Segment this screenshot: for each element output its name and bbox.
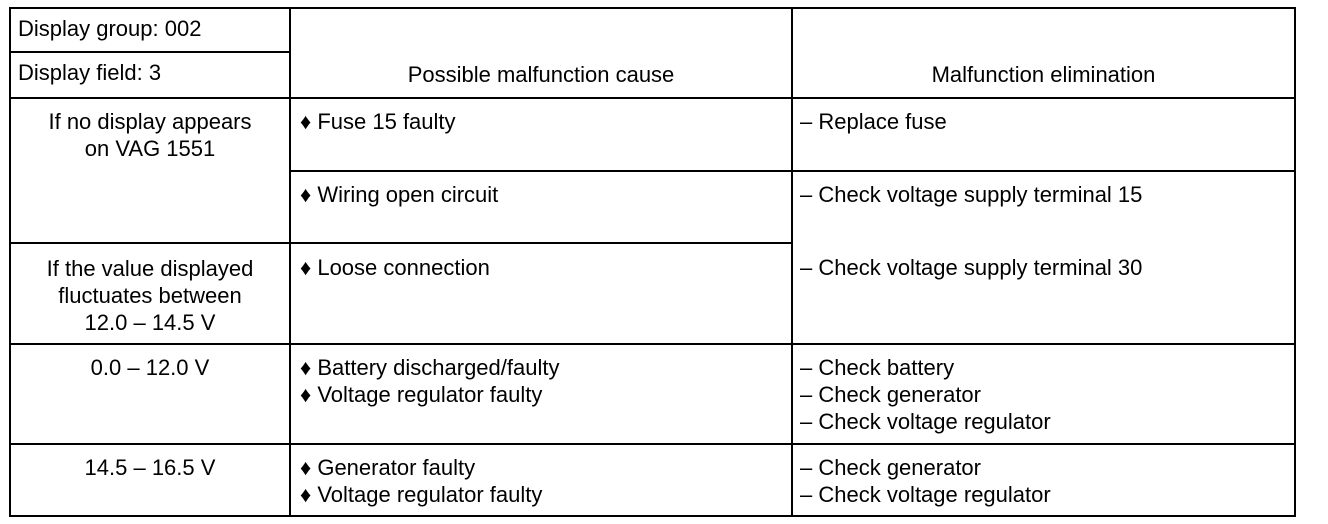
- table-border-right: [1294, 7, 1296, 517]
- remedy-item: – Check voltage regulator: [800, 409, 1051, 434]
- condition-line: If no display appears: [48, 109, 252, 134]
- cause-item: ♦ Voltage regulator faulty: [300, 382, 543, 407]
- remedy-item: – Check generator: [800, 382, 981, 407]
- remedy-cell: [800, 181, 1142, 208]
- cause-item: ♦ Wiring open circuit: [300, 182, 499, 207]
- cause-cell: [300, 181, 498, 208]
- cause-item: ♦ Fuse 15 faulty: [300, 109, 456, 134]
- remedy-item: – Check voltage regulator: [800, 482, 1051, 507]
- row-divider: [9, 443, 1296, 445]
- condition-cell: [11, 255, 289, 336]
- remedy-item: – Check voltage supply terminal 15: [800, 182, 1143, 207]
- cause-item: ♦ Loose connection: [300, 255, 490, 280]
- table-border-bottom: [9, 515, 1296, 517]
- cause-item: ♦ Generator faulty: [300, 455, 476, 480]
- display-group-label: Display group: 002: [18, 16, 202, 41]
- remedy-item: – Replace fuse: [800, 109, 947, 134]
- remedy-cell: [800, 454, 1051, 508]
- remedy-item: – Check battery: [800, 355, 955, 380]
- condition-line: 12.0 – 14.5 V: [84, 310, 216, 335]
- cause-item: ♦ Voltage regulator faulty: [300, 482, 543, 507]
- cause-cell: [300, 254, 490, 281]
- remedy-cell: [800, 354, 1051, 435]
- remedy-item: – Check voltage supply terminal 30: [800, 255, 1143, 280]
- header-divider-left: [9, 51, 290, 53]
- header-bottom-line: [9, 97, 1296, 99]
- elimination-column-header: Malfunction elimination: [931, 62, 1156, 87]
- display-field-label: Display field: 3: [18, 60, 162, 85]
- cause-item: ♦ Battery discharged/faulty: [300, 355, 560, 380]
- row-divider: [9, 242, 792, 244]
- table-border-top: [9, 7, 1296, 9]
- condition-line: on VAG 1551: [84, 136, 216, 161]
- remedy-cell: [800, 254, 1142, 281]
- condition-cell: [11, 354, 289, 381]
- cause-cell: [300, 454, 542, 508]
- condition-line: 0.0 – 12.0 V: [90, 355, 210, 380]
- row-divider: [9, 343, 1296, 345]
- condition-line: 14.5 – 16.5 V: [84, 455, 216, 480]
- remedy-item: – Check generator: [800, 455, 981, 480]
- cause-cell: [300, 108, 456, 135]
- condition-line: If the value displayed: [46, 256, 254, 281]
- row-divider: [290, 170, 1296, 172]
- cause-cell: [300, 354, 559, 408]
- condition-line: fluctuates between: [58, 283, 242, 308]
- condition-cell: [11, 454, 289, 481]
- cause-column-header: Possible malfunction cause: [407, 62, 675, 87]
- remedy-cell: [800, 108, 947, 135]
- condition-cell: [11, 108, 289, 162]
